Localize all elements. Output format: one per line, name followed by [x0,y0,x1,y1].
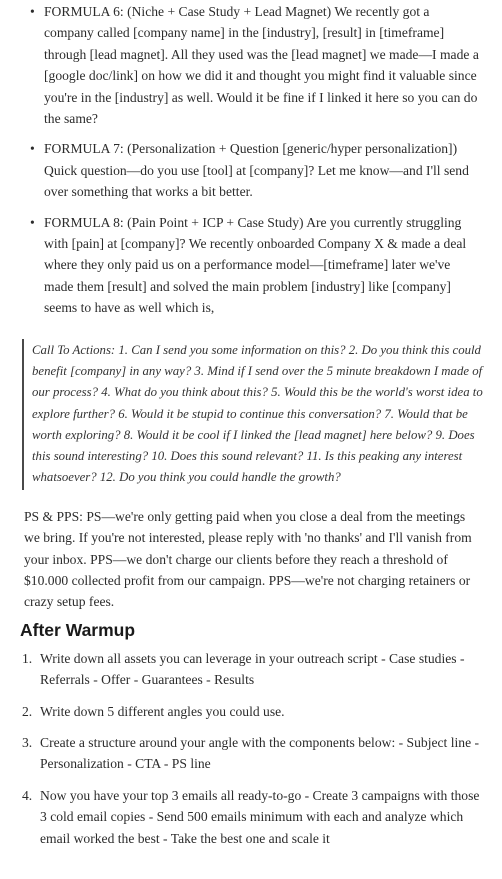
ps-paragraph [24,506,482,613]
section-heading-after-warmup: After Warmup [20,619,136,640]
step-text: Write down all assets you can leverage in your outreach script - Case studies - Referrals - Offer - Guarantees - Results [40,650,465,688]
step-text: Now you have your top 3 emails all ready-to-go - Create 3 campaigns with those 3 cold email copies - Send 500 emails minimum with each and analyze which email worked the best - Take the best one and scale it [40,787,480,846]
formula-text: FORMULA 6: (Niche + Case Study + Lead Magnet) We recently got a company called [company name] in the [industry], [result] in [timeframe] through [lead magnet]. All they used was the [lead magnet] we made—I made a [google doc/link] on how we did it and thought you might find it valuable since you're in the [industry] as well. Would it be fine if I linked it here so you can do the same? [44,4,479,127]
cta-blockquote [22,339,484,490]
cta-quote-text: Call To Actions: 1. Can I send you some information on this? 2. Do you think this could benefit [company] in any way? 3. Mind if I send over the 5 minute breakdown I made of our process? 4. What do you think about this? 5. Would this be the world's worst idea to explore further? 6. Would it be stupid to continue this conversation? 7. Would that be worth exploring? 8. Would it be cool if I linked the [lead magnet] here below? 9. Does this sound interesting? 10. Does this sound relevant? 11. Is this peaking any interest whatsoever? 12. Do you think you could handle the growth? [32,342,483,485]
steps-list [22,648,482,849]
bullet-marker: • [30,141,35,157]
formula-text: FORMULA 8: (Pain Point + ICP + Case Study) Are you currently struggling with [pain] at [company]? We recently onboarded Company X & made a deal where they only paid us on a performance model—[timeframe] later we've made them [result] and solved the main problem [industry] like [company] seems to have as well which is, [44,214,467,316]
step-number: 3. [22,735,33,751]
step-text: Write down 5 different angles you could use. [40,703,285,719]
list-item-formula-8 [30,212,482,319]
step-text: Create a structure around your angle with the components below: - Subject line - Personalization - CTA - PS line [40,735,480,772]
list-item-formula-6 [30,1,482,129]
ps-text: PS & PPS: PS—we're only getting paid when you close a deal from the meetings we bring. If you're not interested, please reply with 'no thanks' and I'll vanish from your inbox. PPS—we don't charge our clients before they reach a threshold of $10.000 collected profit from our campaign. PPS—we're not charging retainers or crazy setup fees. [24,508,472,610]
bullet-marker: • [30,4,35,19]
formula-text: FORMULA 7: (Personalization + Question [generic/hyper personalization]) Quick question—do you use [tool] at [company]? Let me know—and I'll send over something that works a bit better. [44,141,469,200]
list-item-step-4 [22,785,482,849]
formula-list [0,0,502,319]
step-number: 1. [22,650,33,666]
list-item-step-1 [22,648,482,691]
step-number: 2. [22,703,33,719]
step-number: 4. [22,787,33,803]
list-item-step-2 [22,701,482,722]
list-item-formula-7 [30,138,482,202]
bullet-marker: • [30,214,35,230]
list-item-step-3 [22,732,482,775]
